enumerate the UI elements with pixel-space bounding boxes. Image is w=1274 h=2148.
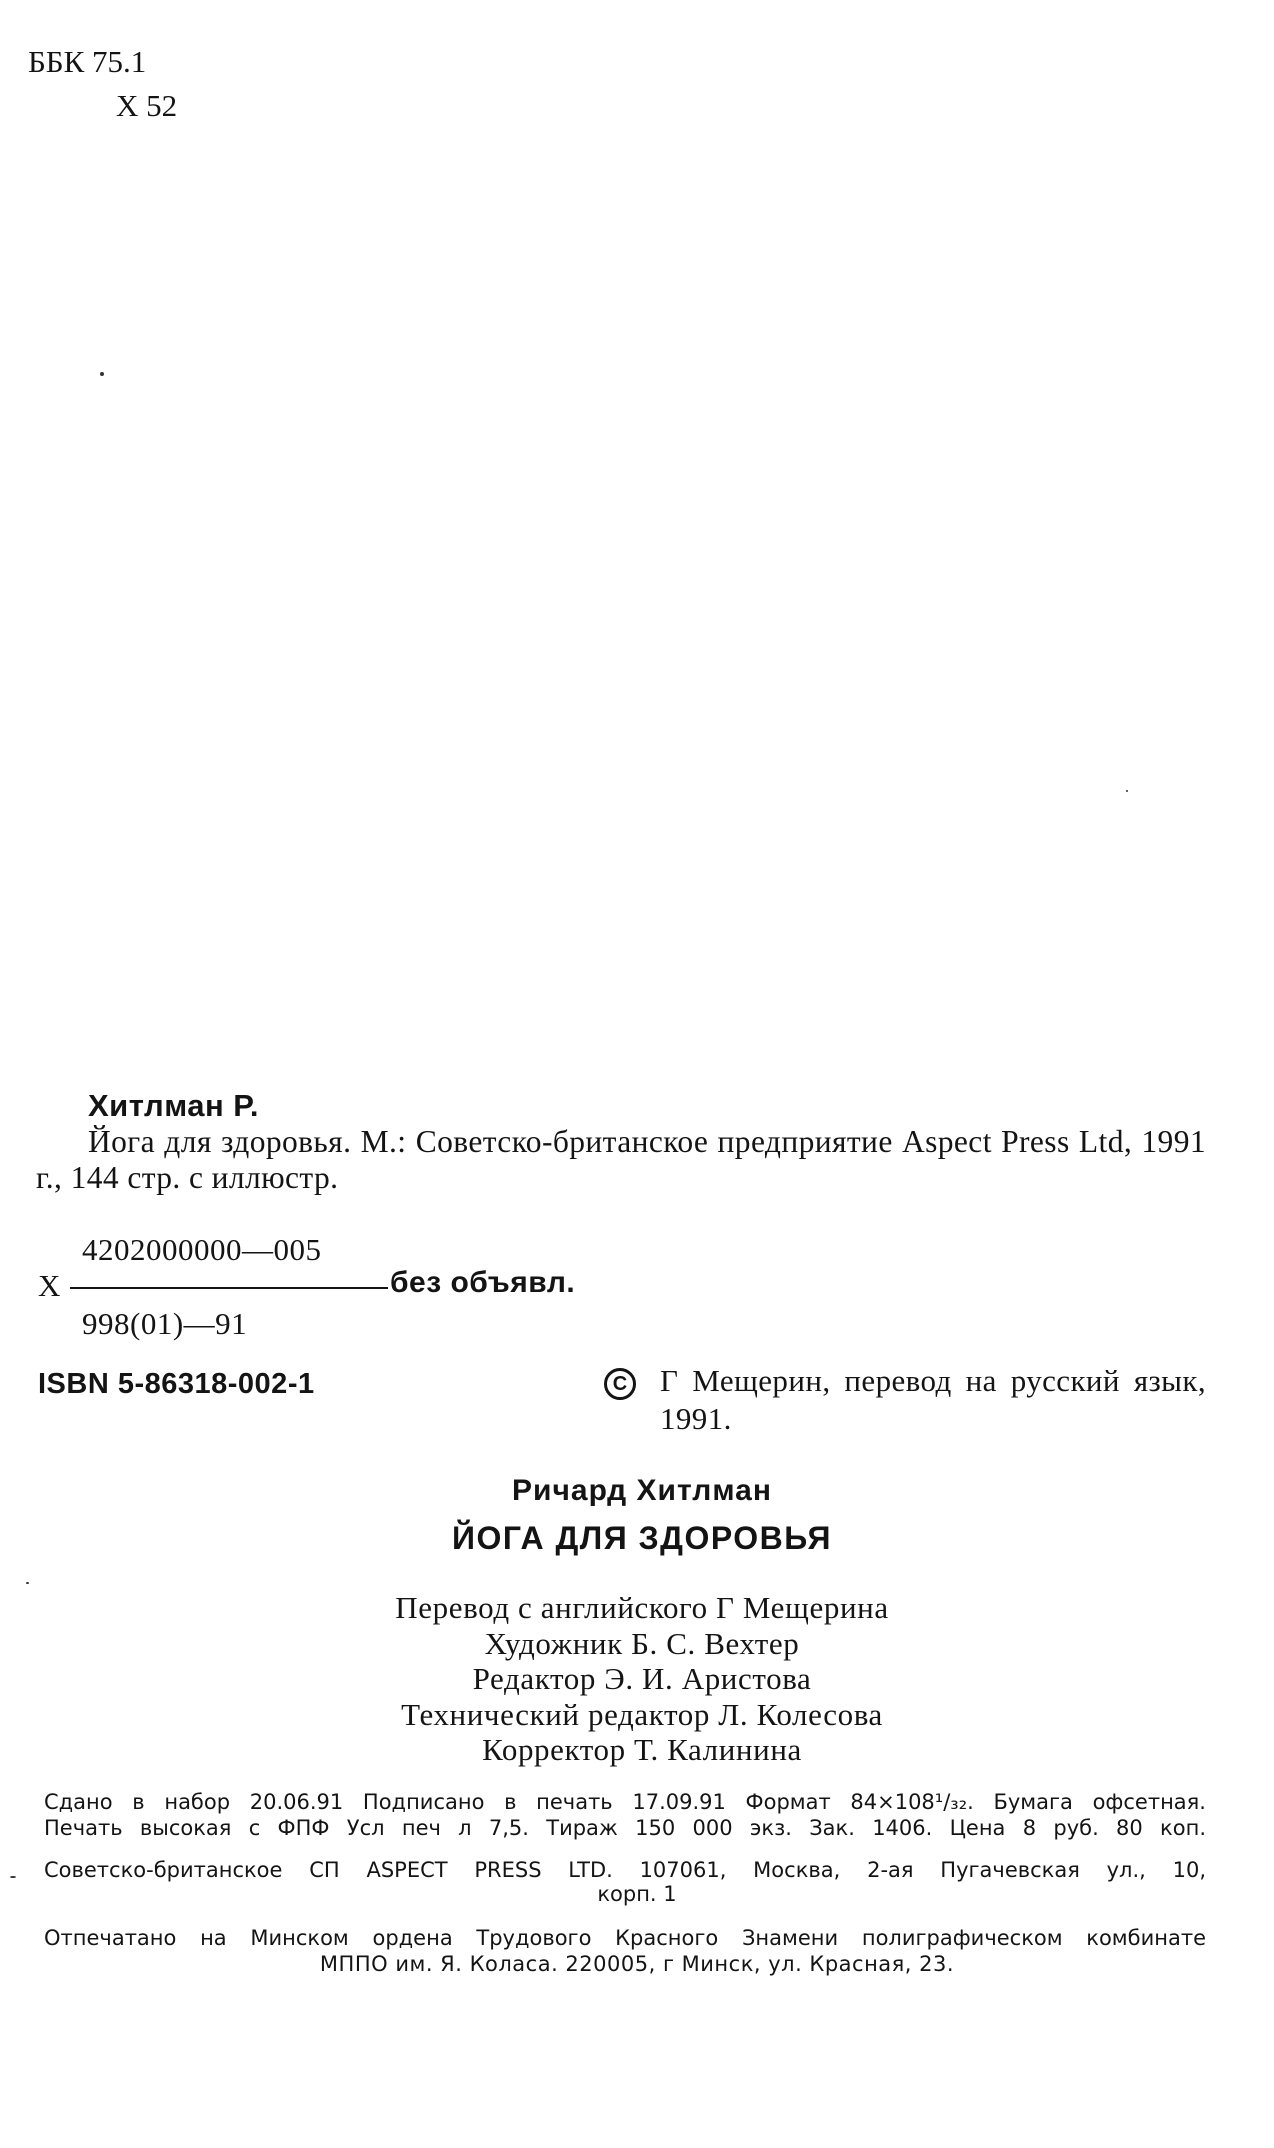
price-code-letter: Х — [38, 1268, 61, 1303]
book-author: Ричард Хитлман — [512, 1474, 772, 1507]
book-title: ЙОГА ДЛЯ ЗДОРОВЬЯ — [451, 1520, 833, 1556]
credit-proofreader: Корректор Т. Калинина — [482, 1732, 802, 1767]
isbn: ISBN 5-86318-002-1 — [38, 1368, 315, 1400]
bbk-code: ББК 75.1 — [28, 44, 147, 79]
imprint-line-2: Печать высокая с ФПФ Усл печ л 7,5. Тираж 150 000 экз. Зак. 1406. Цена 8 руб. 80 коп. — [44, 1816, 1206, 1840]
credit-technical-editor: Технический редактор Л. Колесова — [401, 1696, 883, 1732]
credit-translator: Перевод с английского Г Мещерина — [395, 1590, 889, 1625]
imprint-publisher: Советско-британское СП ASPECT PRESS LTD. 107061, Москва, 2-ая Пугачевская ул., 10, — [44, 1858, 1206, 1882]
scan-speck — [26, 1582, 29, 1584]
copyright-text: Г Мещерин, перевод на русский язык, 1991. — [660, 1363, 1206, 1436]
price-code-numerator: 4202000000—005 — [82, 1232, 322, 1267]
biblio-author: Хитлман Р. — [88, 1088, 259, 1123]
imprint-publisher-cont: корп. 1 — [597, 1882, 677, 1906]
price-code-denominator: 998(01)—91 — [82, 1306, 248, 1341]
imprint-line-1: Сдано в набор 20.06.91 Подписано в печать 17.09.91 Формат 84×108¹/₃₂. Бумага офсетная. — [44, 1790, 1206, 1814]
price-code-fraction-rule — [70, 1287, 388, 1289]
credit-editor: Редактор Э. И. Аристова — [472, 1661, 812, 1696]
credit-artist: Художник Б. С. Вехтер — [484, 1625, 800, 1661]
scan-speck — [10, 1876, 16, 1878]
author-mark: Х 52 — [116, 88, 178, 123]
imprint-printer: Отпечатано на Минском ордена Трудового Красного Знамени полиграфическом комбинате — [44, 1926, 1206, 1950]
scan-speck — [100, 372, 104, 376]
biblio-description: Йога для здоровья. М.: Советско-британское предприятие Aspect Press Ltd, 1991 г., 144 стр. с иллюстр. — [36, 1124, 1206, 1195]
imprint-printer-cont: МППО им. Я. Коласа. 220005, г Минск, ул. Красная, 23. — [319, 1952, 955, 1976]
credits-list — [5, 1590, 1274, 1768]
copyright-icon: C — [604, 1368, 636, 1400]
scan-speck — [1126, 790, 1128, 792]
price-code-right-text: без объявл. — [390, 1266, 576, 1299]
